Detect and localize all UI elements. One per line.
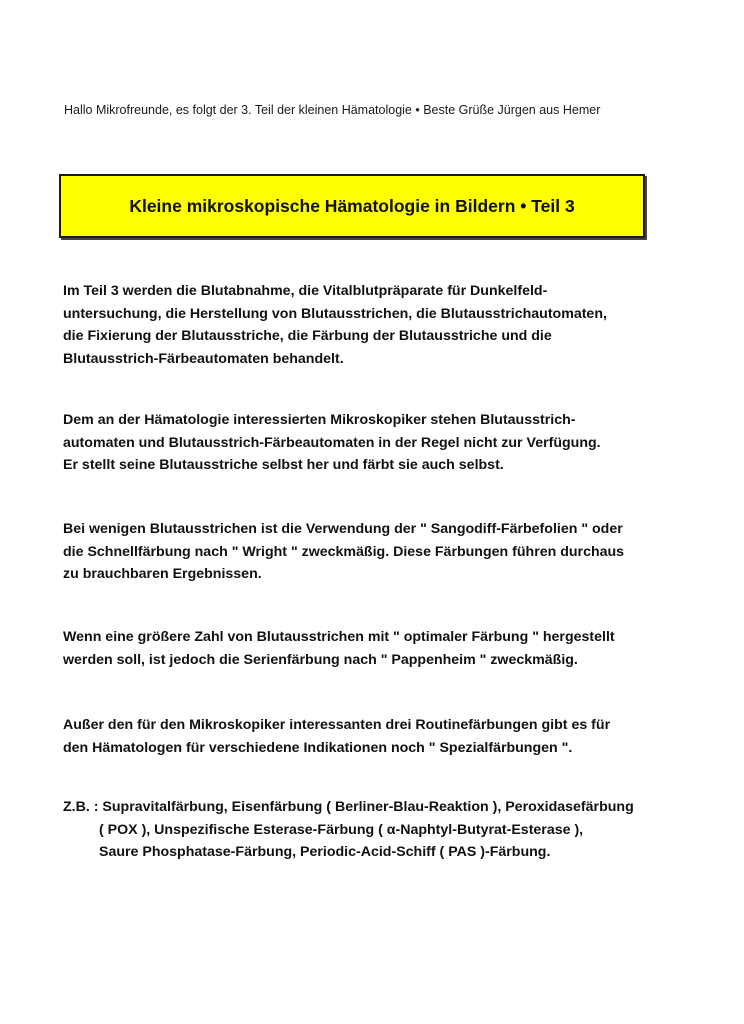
paragraph-line: werden soll, ist jedoch die Serienfärbung nach " Pappenheim " zweckmäßig. bbox=[63, 651, 578, 668]
paragraph-line: Wenn eine größere Zahl von Blutausstrichen mit " optimaler Färbung " hergestellt bbox=[63, 629, 615, 645]
examples-list bbox=[63, 796, 683, 864]
paragraph-line: Bei wenigen Blutausstrichen ist die Verwendung der " Sangodiff-Färbefolien " oder bbox=[63, 521, 623, 537]
paragraph-line: Dem an der Hämatologie interessierten Mikroskopiker stehen Blutausstrich- bbox=[63, 412, 576, 428]
paragraph-line: untersuchung, die Herstellung von Blutausstrichen, die Blutausstrichautomaten, bbox=[63, 305, 607, 322]
paragraph-line: die Schnellfärbung nach " Wright " zweckmäßig. Diese Färbungen führen durchaus bbox=[63, 543, 625, 560]
paragraph-pappenheim bbox=[63, 626, 663, 671]
title-box bbox=[59, 174, 645, 238]
paragraph-line: Im Teil 3 werden die Blutabnahme, die Vitalblutpräparate für Dunkelfeld- bbox=[63, 283, 548, 299]
paragraph-line: Er stellt seine Blutausstriche selbst her und färbt sie auch selbst. bbox=[63, 457, 504, 473]
paragraph-line: die Fixierung der Blutausstriche, die Färbung der Blutausstriche und die bbox=[63, 328, 552, 344]
greeting-line: Hallo Mikrofreunde, es folgt der 3. Teil der kleinen Hämatologie • Beste Grüße Jürgen aus Hemer bbox=[64, 103, 601, 117]
examples-line: Saure Phosphatase-Färbung, Periodic-Acid-Schiff ( PAS )-Färbung. bbox=[99, 844, 551, 860]
paragraph-line: Blutausstrich-Färbeautomaten behandelt. bbox=[63, 350, 344, 367]
paragraph-line: Außer den für den Mikroskopiker interessanten drei Routinefärbungen gibt es für bbox=[63, 717, 611, 733]
paragraph-line: automaten und Blutausstrich-Färbeautomaten in der Regel nicht zur Verfügung. bbox=[63, 434, 601, 451]
paragraph-intro bbox=[63, 280, 663, 370]
paragraph-sangodiff bbox=[63, 518, 663, 586]
document-title: Kleine mikroskopische Hämatologie in Bildern • Teil 3 bbox=[129, 195, 575, 216]
examples-line: Z.B. : Supravitalfärbung, Eisenfärbung ( Berliner-Blau-Reaktion ), Peroxidasefärbung bbox=[63, 799, 634, 815]
paragraph-spezialfaerbungen bbox=[63, 714, 663, 759]
paragraph-automaten bbox=[63, 409, 663, 477]
paragraph-line: den Hämatologen für verschiedene Indikationen noch " Spezialfärbungen ". bbox=[63, 739, 573, 756]
paragraph-line: zu brauchbaren Ergebnissen. bbox=[63, 566, 262, 582]
examples-line: ( POX ), Unspezifische Esterase-Färbung ( α-Naphtyl-Butyrat-Esterase ), bbox=[99, 821, 584, 838]
